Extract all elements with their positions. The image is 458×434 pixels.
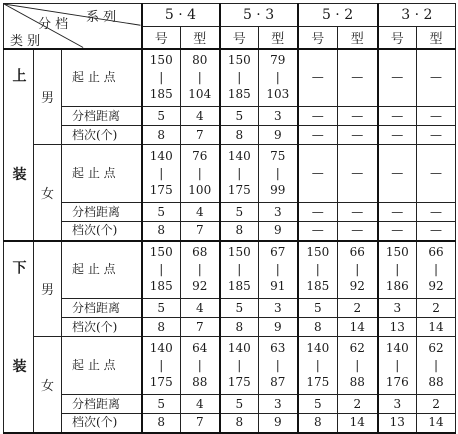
value-cell: 9 (259, 318, 298, 337)
value-cell: 5 (142, 395, 181, 414)
value-cell (220, 337, 259, 395)
data-row (4, 414, 456, 433)
attribute-label: 起 止 点 (62, 49, 142, 107)
value-part: 150 (149, 245, 173, 260)
corner-series-label: 系 列 (86, 10, 117, 25)
value-cell (417, 241, 456, 299)
value-cell (259, 241, 298, 299)
corner-cell (4, 4, 142, 49)
value-cell: 4 (181, 107, 220, 126)
attribute-label: 档次(个) (62, 222, 142, 241)
xing-header: 型 (338, 27, 378, 49)
value-part: 186 (385, 279, 409, 294)
value-cell (220, 49, 259, 107)
value-part: | (159, 262, 164, 277)
value-part: 68 (192, 245, 208, 260)
value-part: 67 (270, 245, 286, 260)
value-cell (220, 145, 259, 203)
hao-header: 号 (378, 27, 417, 49)
value-part: 185 (149, 279, 173, 294)
value-cell (338, 49, 378, 107)
value-part: 88 (192, 375, 208, 389)
series-header: 5 · 4 (142, 4, 220, 27)
value-part: | (355, 262, 360, 277)
value-cell (417, 145, 456, 203)
value-cell: 5 (220, 107, 259, 126)
value-cell: 3 (378, 395, 417, 414)
data-row (4, 222, 456, 241)
value-cell: 2 (417, 299, 456, 318)
value-part: | (275, 358, 280, 372)
value-cell: 14 (338, 318, 378, 337)
value-part: 66 (349, 245, 365, 260)
value-part: 175 (227, 183, 251, 197)
value-cell (142, 337, 181, 395)
value-cell: 5 (298, 299, 338, 318)
value-part: 185 (227, 87, 251, 102)
value-part: 150 (149, 53, 173, 68)
value-cell: 2 (417, 395, 456, 414)
value-cell (220, 241, 259, 299)
value-cell: 3 (378, 299, 417, 318)
value-cell: 14 (338, 414, 378, 433)
value-part: — (430, 70, 443, 85)
value-cell: 5 (142, 299, 181, 318)
value-cell: 8 (220, 318, 259, 337)
value-cell: 3 (259, 203, 298, 222)
gender-cell: 女 (34, 145, 62, 241)
value-part: — (391, 166, 404, 180)
value-part: | (395, 262, 400, 277)
attribute-label: 分档距离 (62, 203, 142, 222)
value-part: 63 (270, 341, 286, 355)
value-part: | (434, 358, 439, 372)
value-part: — (391, 70, 404, 85)
value-cell: — (338, 107, 378, 126)
sizing-table (3, 3, 456, 434)
value-part: | (275, 262, 280, 277)
attribute-label: 起 止 点 (62, 241, 142, 299)
value-part: 140 (149, 149, 173, 163)
value-part: — (311, 166, 324, 180)
value-part: 176 (385, 375, 409, 389)
value-cell: 8 (142, 414, 181, 433)
value-part: | (315, 262, 320, 277)
value-cell: — (338, 126, 378, 145)
value-part: 76 (192, 149, 208, 163)
value-cell: 5 (142, 107, 181, 126)
value-cell: 4 (181, 203, 220, 222)
value-part: 175 (306, 375, 330, 389)
attribute-label: 起 止 点 (62, 337, 142, 395)
value-part: | (197, 166, 202, 180)
value-part: 91 (270, 279, 286, 294)
value-part: 140 (385, 341, 409, 355)
data-row (4, 107, 456, 126)
value-part: | (159, 166, 164, 180)
value-cell: 7 (181, 126, 220, 145)
corner-gears-label: 分 档 (38, 17, 69, 32)
value-cell: — (417, 107, 456, 126)
category-cell: 上 装 (4, 49, 34, 241)
value-cell: 3 (259, 107, 298, 126)
value-part: 87 (270, 375, 286, 389)
value-cell (142, 49, 181, 107)
value-part: 104 (188, 87, 212, 102)
data-row (4, 203, 456, 222)
value-cell: 2 (338, 395, 378, 414)
value-cell (259, 337, 298, 395)
xing-header: 型 (417, 27, 456, 49)
value-cell: 9 (259, 414, 298, 433)
value-cell (259, 145, 298, 203)
value-part: | (159, 70, 164, 85)
value-part: 62 (428, 341, 444, 355)
value-cell (298, 145, 338, 203)
value-cell: 7 (181, 222, 220, 241)
data-row (4, 337, 456, 395)
value-cell (298, 241, 338, 299)
attribute-label: 档次(个) (62, 126, 142, 145)
value-part: 150 (227, 245, 251, 260)
data-row (4, 145, 456, 203)
data-row (4, 49, 456, 107)
value-part: 92 (349, 279, 365, 294)
value-cell: 5 (220, 395, 259, 414)
value-cell: 14 (417, 414, 456, 433)
series-header-row (4, 4, 456, 27)
value-cell: 2 (338, 299, 378, 318)
value-part: 175 (149, 375, 173, 389)
attribute-label: 起 止 点 (62, 145, 142, 203)
value-cell: 8 (298, 414, 338, 433)
value-part: | (237, 70, 242, 85)
category-cell: 下 装 (4, 241, 34, 433)
value-part: | (197, 358, 202, 372)
value-part: | (237, 262, 242, 277)
value-part: | (275, 166, 280, 180)
value-cell: 8 (142, 222, 181, 241)
data-row (4, 318, 456, 337)
value-part: | (237, 358, 242, 372)
data-row (4, 126, 456, 145)
value-cell: 8 (220, 414, 259, 433)
value-part: 100 (188, 183, 212, 197)
value-cell: — (378, 222, 417, 241)
value-part: 140 (306, 341, 330, 355)
value-part: 140 (149, 341, 173, 355)
value-cell (378, 49, 417, 107)
value-cell: — (378, 107, 417, 126)
value-cell: 8 (220, 222, 259, 241)
value-cell: — (298, 126, 338, 145)
value-cell: 8 (142, 318, 181, 337)
value-cell: 8 (298, 318, 338, 337)
value-part: 99 (270, 183, 286, 197)
value-part: 92 (428, 279, 444, 294)
value-part: 103 (266, 87, 290, 102)
hao-header: 号 (142, 27, 181, 49)
value-cell (142, 241, 181, 299)
value-part: 75 (270, 149, 286, 163)
value-cell: 3 (259, 395, 298, 414)
gender-cell: 男 (34, 49, 62, 145)
value-cell: 4 (181, 395, 220, 414)
xing-header: 型 (259, 27, 298, 49)
attribute-label: 分档距离 (62, 299, 142, 318)
value-part: 185 (227, 279, 251, 294)
value-cell: 13 (378, 318, 417, 337)
value-cell (181, 241, 220, 299)
value-part: 150 (227, 53, 251, 68)
gender-cell: 男 (34, 241, 62, 337)
xing-header: 型 (181, 27, 220, 49)
value-part: | (355, 358, 360, 372)
value-part: 92 (192, 279, 208, 294)
value-cell: 7 (181, 318, 220, 337)
value-cell (338, 145, 378, 203)
value-part: 150 (306, 245, 330, 260)
value-cell: 5 (220, 203, 259, 222)
value-cell (259, 49, 298, 107)
value-cell: — (378, 126, 417, 145)
data-row (4, 241, 456, 299)
value-cell: 5 (298, 395, 338, 414)
data-row (4, 299, 456, 318)
hao-header: 号 (298, 27, 338, 49)
value-part: | (315, 358, 320, 372)
value-cell (378, 337, 417, 395)
value-cell (417, 49, 456, 107)
value-part: 140 (227, 149, 251, 163)
value-part: 80 (192, 53, 208, 68)
value-cell: — (298, 222, 338, 241)
value-part: | (434, 262, 439, 277)
value-part: 88 (428, 375, 444, 389)
value-part: — (311, 70, 324, 85)
value-part: — (351, 70, 364, 85)
value-cell: — (417, 203, 456, 222)
value-cell (298, 49, 338, 107)
value-part: | (197, 70, 202, 85)
hao-header: 号 (220, 27, 259, 49)
value-cell: 5 (142, 203, 181, 222)
value-part: 185 (149, 87, 173, 102)
value-cell (181, 49, 220, 107)
value-part: 79 (270, 53, 286, 68)
value-cell (378, 145, 417, 203)
value-part: — (351, 166, 364, 180)
value-part: 185 (306, 279, 330, 294)
series-header: 3 · 2 (378, 4, 456, 27)
value-part: 64 (192, 341, 208, 355)
value-part: 62 (349, 341, 365, 355)
value-part: | (237, 166, 242, 180)
value-cell (338, 337, 378, 395)
value-cell: — (298, 203, 338, 222)
value-cell: 14 (417, 318, 456, 337)
value-cell (298, 337, 338, 395)
value-part: 150 (385, 245, 409, 260)
value-cell (338, 241, 378, 299)
corner-category-label: 类 别 (10, 34, 41, 49)
attribute-label: 分档距离 (62, 107, 142, 126)
value-part: | (395, 358, 400, 372)
value-part: 88 (349, 375, 365, 389)
value-cell (417, 337, 456, 395)
value-part: | (197, 262, 202, 277)
value-part: — (430, 166, 443, 180)
value-cell: 3 (259, 299, 298, 318)
value-cell (142, 145, 181, 203)
attribute-label: 档次(个) (62, 318, 142, 337)
attribute-label: 分档距离 (62, 395, 142, 414)
value-cell: — (378, 203, 417, 222)
value-cell: 4 (181, 299, 220, 318)
value-cell: 7 (181, 414, 220, 433)
value-cell: 5 (220, 299, 259, 318)
value-cell: 9 (259, 126, 298, 145)
value-cell: — (338, 203, 378, 222)
series-header: 5 · 3 (220, 4, 298, 27)
value-cell (181, 337, 220, 395)
value-cell: 8 (142, 126, 181, 145)
data-row (4, 395, 456, 414)
series-header: 5 · 2 (298, 4, 378, 27)
value-part: | (275, 70, 280, 85)
value-part: | (159, 358, 164, 372)
value-part: 175 (227, 375, 251, 389)
value-cell: 9 (259, 222, 298, 241)
value-cell (378, 241, 417, 299)
value-cell: — (338, 222, 378, 241)
gender-cell: 女 (34, 337, 62, 433)
value-part: 66 (428, 245, 444, 260)
value-cell: — (417, 126, 456, 145)
value-cell: 8 (220, 126, 259, 145)
value-part: 140 (227, 341, 251, 355)
value-cell: — (417, 222, 456, 241)
value-cell: — (298, 107, 338, 126)
value-cell: 13 (378, 414, 417, 433)
value-cell (181, 145, 220, 203)
value-part: 175 (149, 183, 173, 197)
attribute-label: 档次(个) (62, 414, 142, 433)
